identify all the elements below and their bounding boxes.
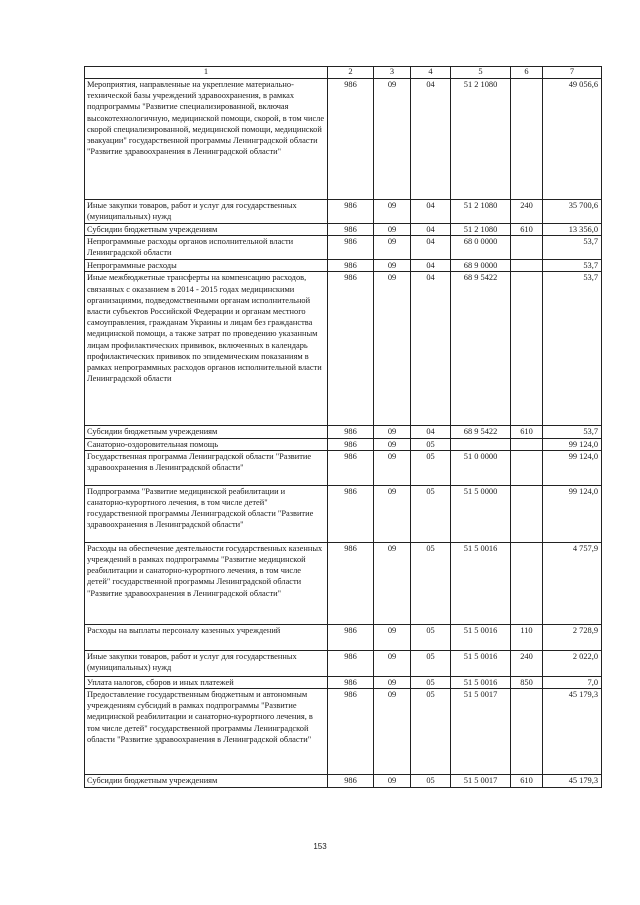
cell-amount: 45 179,3 bbox=[543, 775, 602, 788]
table-row bbox=[85, 450, 602, 485]
column-header: 7 bbox=[543, 67, 602, 79]
column-header: 6 bbox=[511, 67, 543, 79]
cell-subsection: 05 bbox=[411, 624, 451, 650]
cell-subsection: 04 bbox=[411, 236, 451, 260]
cell-section: 09 bbox=[374, 426, 411, 438]
cell-section: 09 bbox=[374, 272, 411, 426]
row-name: Иные межбюджетные трансферты на компенсацию расходов, связанных с оказанием в 2014 - 2015 годах медицинскими организациями, подведомственными органам исполнительной власти субъектов Российской Федерации и органам местного самоуправления, гражданам Украины и лицам без гражданства медицинской помощи, а также затрат по проведению указанным лицам профилактических прививок, включенных в календарь профилактических прививок по эпидемическим показаниям в рамках непрограммных расходов органов исполнительной власти Ленинградской области bbox=[85, 272, 328, 426]
cell-expense-type bbox=[511, 542, 543, 624]
cell-target-item: 51 5 0016 bbox=[451, 542, 511, 624]
cell-subsection: 05 bbox=[411, 438, 451, 450]
cell-admin-code: 986 bbox=[328, 272, 374, 426]
cell-admin-code: 986 bbox=[328, 438, 374, 450]
cell-expense-type bbox=[511, 689, 543, 775]
row-name: Субсидии бюджетным учреждениям bbox=[85, 224, 328, 236]
table-row bbox=[85, 624, 602, 650]
cell-amount: 35 700,6 bbox=[543, 200, 602, 224]
cell-admin-code: 986 bbox=[328, 650, 374, 676]
table-row bbox=[85, 650, 602, 676]
cell-target-item: 51 5 0017 bbox=[451, 689, 511, 775]
row-name: Субсидии бюджетным учреждениям bbox=[85, 775, 328, 788]
row-name: Непрограммные расходы органов исполнительной власти Ленинградской области bbox=[85, 236, 328, 260]
cell-subsection: 04 bbox=[411, 200, 451, 224]
cell-expense-type: 850 bbox=[511, 676, 543, 688]
page-number: 153 bbox=[313, 842, 327, 851]
cell-amount: 45 179,3 bbox=[543, 689, 602, 775]
row-name: Подпрограмма "Развитие медицинской реабилитации и санаторно-курортного лечения, в том числе детей" государственной программы Ленинградской области "Развитие здравоохранения в Ленинградской области" bbox=[85, 485, 328, 542]
cell-section: 09 bbox=[374, 542, 411, 624]
table-row bbox=[85, 676, 602, 688]
cell-amount: 49 056,6 bbox=[543, 79, 602, 200]
table-row bbox=[85, 438, 602, 450]
cell-section: 09 bbox=[374, 236, 411, 260]
cell-subsection: 04 bbox=[411, 79, 451, 200]
cell-amount: 4 757,9 bbox=[543, 542, 602, 624]
column-header: 3 bbox=[374, 67, 411, 79]
cell-subsection: 05 bbox=[411, 485, 451, 542]
row-name: Мероприятия, направленные на укрепление материально-технической базы учреждений здравоохранения, в рамках подпрограммы "Развитие специализированной, включая высокотехнологичную, медицинской помощи, скорой, в том числе скорой специализированной, медицинской помощи, медицинской эвакуации" государственной программы Ленинградской области "Развитие здравоохранения в Ленинградской области" bbox=[85, 79, 328, 200]
cell-admin-code: 986 bbox=[328, 79, 374, 200]
cell-subsection: 05 bbox=[411, 775, 451, 788]
cell-subsection: 05 bbox=[411, 450, 451, 485]
cell-amount: 2 728,9 bbox=[543, 624, 602, 650]
cell-expense-type bbox=[511, 260, 543, 272]
cell-admin-code: 986 bbox=[328, 676, 374, 688]
cell-section: 09 bbox=[374, 775, 411, 788]
table-header-row bbox=[85, 67, 602, 79]
cell-target-item: 51 5 0000 bbox=[451, 485, 511, 542]
cell-subsection: 05 bbox=[411, 676, 451, 688]
cell-admin-code: 986 bbox=[328, 624, 374, 650]
column-header: 4 bbox=[411, 67, 451, 79]
cell-section: 09 bbox=[374, 260, 411, 272]
cell-target-item: 68 9 5422 bbox=[451, 426, 511, 438]
cell-section: 09 bbox=[374, 450, 411, 485]
cell-subsection: 05 bbox=[411, 650, 451, 676]
cell-subsection: 05 bbox=[411, 689, 451, 775]
cell-expense-type: 610 bbox=[511, 224, 543, 236]
cell-subsection: 04 bbox=[411, 272, 451, 426]
row-name: Расходы на обеспечение деятельности государственных казенных учреждений в рамках подпрограммы "Развитие медицинской реабилитации и санаторно-курортного лечения, в том числе детей" государственной программы Ленинградской области "Развитие здравоохранения в Ленинградской области" bbox=[85, 542, 328, 624]
cell-target-item: 51 5 0016 bbox=[451, 624, 511, 650]
cell-target-item: 68 9 5422 bbox=[451, 272, 511, 426]
cell-amount: 53,7 bbox=[543, 426, 602, 438]
cell-admin-code: 986 bbox=[328, 200, 374, 224]
cell-section: 09 bbox=[374, 485, 411, 542]
table-row bbox=[85, 689, 602, 775]
cell-section: 09 bbox=[374, 200, 411, 224]
cell-target-item: 51 5 0016 bbox=[451, 650, 511, 676]
cell-amount: 99 124,0 bbox=[543, 485, 602, 542]
cell-amount: 13 356,0 bbox=[543, 224, 602, 236]
cell-admin-code: 986 bbox=[328, 224, 374, 236]
table-row bbox=[85, 542, 602, 624]
cell-admin-code: 986 bbox=[328, 450, 374, 485]
cell-expense-type: 610 bbox=[511, 775, 543, 788]
table-row bbox=[85, 485, 602, 542]
cell-expense-type bbox=[511, 438, 543, 450]
row-name: Санаторно-оздоровительная помощь bbox=[85, 438, 328, 450]
cell-section: 09 bbox=[374, 224, 411, 236]
cell-amount: 53,7 bbox=[543, 272, 602, 426]
cell-admin-code: 986 bbox=[328, 260, 374, 272]
table-row bbox=[85, 775, 602, 788]
row-name: Иные закупки товаров, работ и услуг для государственных (муниципальных) нужд bbox=[85, 650, 328, 676]
row-name: Уплата налогов, сборов и иных платежей bbox=[85, 676, 328, 688]
table-row bbox=[85, 200, 602, 224]
table-row bbox=[85, 79, 602, 200]
cell-expense-type: 240 bbox=[511, 650, 543, 676]
cell-expense-type bbox=[511, 450, 543, 485]
cell-admin-code: 986 bbox=[328, 775, 374, 788]
cell-expense-type bbox=[511, 272, 543, 426]
cell-expense-type: 610 bbox=[511, 426, 543, 438]
row-name: Государственная программа Ленинградской области "Развитие здравоохранения в Ленинградской области" bbox=[85, 450, 328, 485]
cell-subsection: 04 bbox=[411, 260, 451, 272]
table-row bbox=[85, 236, 602, 260]
row-name: Субсидии бюджетным учреждениям bbox=[85, 426, 328, 438]
cell-target-item: 68 9 0000 bbox=[451, 260, 511, 272]
cell-section: 09 bbox=[374, 676, 411, 688]
cell-admin-code: 986 bbox=[328, 236, 374, 260]
cell-section: 09 bbox=[374, 438, 411, 450]
row-name: Иные закупки товаров, работ и услуг для государственных (муниципальных) нужд bbox=[85, 200, 328, 224]
table-row bbox=[85, 272, 602, 426]
cell-expense-type: 240 bbox=[511, 200, 543, 224]
cell-admin-code: 986 bbox=[328, 689, 374, 775]
cell-target-item: 51 2 1080 bbox=[451, 224, 511, 236]
cell-target-item: 51 2 1080 bbox=[451, 79, 511, 200]
table-row bbox=[85, 224, 602, 236]
row-name: Непрограммные расходы bbox=[85, 260, 328, 272]
cell-section: 09 bbox=[374, 689, 411, 775]
cell-target-item: 51 0 0000 bbox=[451, 450, 511, 485]
cell-subsection: 04 bbox=[411, 224, 451, 236]
cell-amount: 53,7 bbox=[543, 236, 602, 260]
row-name: Расходы на выплаты персоналу казенных учреждений bbox=[85, 624, 328, 650]
cell-expense-type bbox=[511, 236, 543, 260]
cell-target-item: 68 0 0000 bbox=[451, 236, 511, 260]
column-header: 5 bbox=[451, 67, 511, 79]
table-row bbox=[85, 260, 602, 272]
cell-expense-type: 110 bbox=[511, 624, 543, 650]
cell-amount: 53,7 bbox=[543, 260, 602, 272]
row-name: Предоставление государственным бюджетным и автономным учреждениям субсидий в рамках подпрограммы "Развитие медицинской реабилитации и санаторно-курортного лечения, в том числе детей" государственной программы Ленинградской области "Развитие здравоохранения в Ленинградской области" bbox=[85, 689, 328, 775]
cell-section: 09 bbox=[374, 624, 411, 650]
cell-amount: 99 124,0 bbox=[543, 438, 602, 450]
cell-expense-type bbox=[511, 79, 543, 200]
column-header: 1 bbox=[85, 67, 328, 79]
cell-amount: 7,0 bbox=[543, 676, 602, 688]
cell-admin-code: 986 bbox=[328, 426, 374, 438]
cell-section: 09 bbox=[374, 650, 411, 676]
column-header: 2 bbox=[328, 67, 374, 79]
cell-subsection: 04 bbox=[411, 426, 451, 438]
cell-admin-code: 986 bbox=[328, 542, 374, 624]
cell-admin-code: 986 bbox=[328, 485, 374, 542]
table-row bbox=[85, 426, 602, 438]
cell-amount: 99 124,0 bbox=[543, 450, 602, 485]
budget-table bbox=[84, 66, 602, 788]
cell-target-item bbox=[451, 438, 511, 450]
cell-expense-type bbox=[511, 485, 543, 542]
cell-section: 09 bbox=[374, 79, 411, 200]
cell-amount: 2 022,0 bbox=[543, 650, 602, 676]
cell-target-item: 51 5 0016 bbox=[451, 676, 511, 688]
cell-target-item: 51 2 1080 bbox=[451, 200, 511, 224]
cell-target-item: 51 5 0017 bbox=[451, 775, 511, 788]
cell-subsection: 05 bbox=[411, 542, 451, 624]
